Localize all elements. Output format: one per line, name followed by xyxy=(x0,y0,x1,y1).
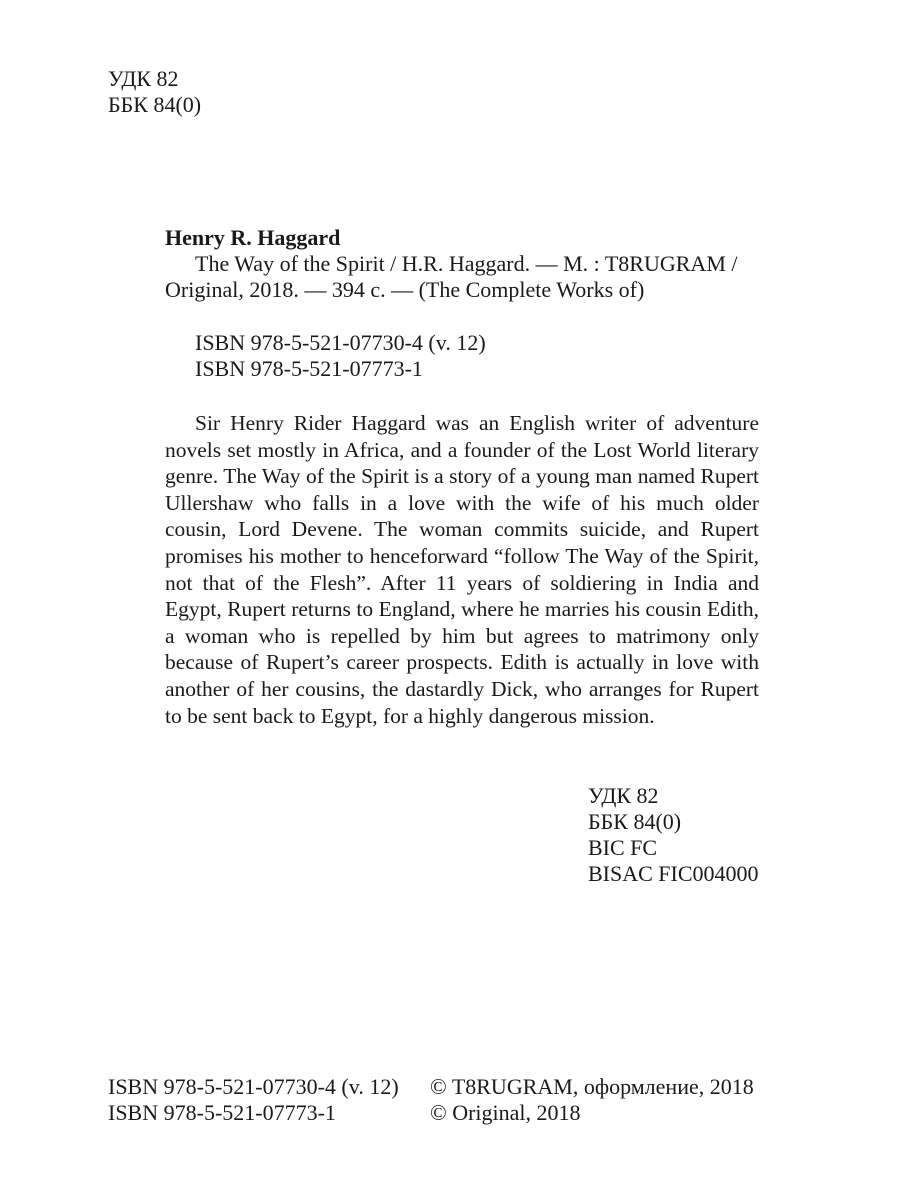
copyright-design: © T8RUGRAM, оформление, 2018 xyxy=(430,1074,754,1099)
top-classification-codes xyxy=(108,66,201,118)
bibliographic-publisher-line: Original, 2018. — 394 с. — (The Complete Works of) xyxy=(165,277,645,302)
udk-code-secondary: УДК 82 xyxy=(588,783,659,808)
bisac-code: BISAC FIC004000 xyxy=(588,861,759,886)
author-name: Henry R. Haggard xyxy=(165,225,341,250)
isbn-series: ISBN 978-5-521-07773-1 xyxy=(195,356,423,381)
footer-isbn-volume: ISBN 978-5-521-07730-4 (v. 12) xyxy=(108,1074,399,1099)
bibliographic-title-line: The Way of the Spirit / H.R. Haggard. — M. : T8RUGRAM / xyxy=(195,251,738,276)
isbn-list xyxy=(195,330,486,382)
classification-codes xyxy=(588,783,759,887)
bbk-code: ББК 84(0) xyxy=(108,92,202,117)
abstract-paragraph: Sir Henry Rider Haggard was an English writer of adventure novels set mostly in Africa, and a founder of the Lost World literary genre. The Way of the Spirit is a story of a young man named Rupert Ullershaw who falls in a love with the wife of his much older cousin, Lord Devene. The woman commits suicide, and Rupert promises his mother to henceforward “follow The Way of the Spirit, not that of the Flesh”. After 11 years of soldiering in India and Egypt, Rupert returns to England, where he marries his cousin Edith, a woman who is repelled by him but agrees to matrimony only because of Rupert’s career prospects. Edith is actually in love with another of her cousins, the dastardly Dick, who arranges for Rupert to be sent back to Egypt, for a highly dangerous mission. xyxy=(165,411,759,728)
copyright-original: © Original, 2018 xyxy=(430,1100,581,1125)
bic-code: BIC FC xyxy=(588,835,658,860)
footer-isbn xyxy=(108,1074,399,1126)
bbk-code-secondary: ББК 84(0) xyxy=(588,809,682,834)
isbn-volume: ISBN 978-5-521-07730-4 (v. 12) xyxy=(195,330,486,355)
bibliographic-record xyxy=(165,251,765,303)
footer-copyright xyxy=(430,1074,754,1126)
udk-code: УДК 82 xyxy=(108,66,179,91)
footer-isbn-series: ISBN 978-5-521-07773-1 xyxy=(108,1100,336,1125)
book-abstract xyxy=(165,410,759,729)
